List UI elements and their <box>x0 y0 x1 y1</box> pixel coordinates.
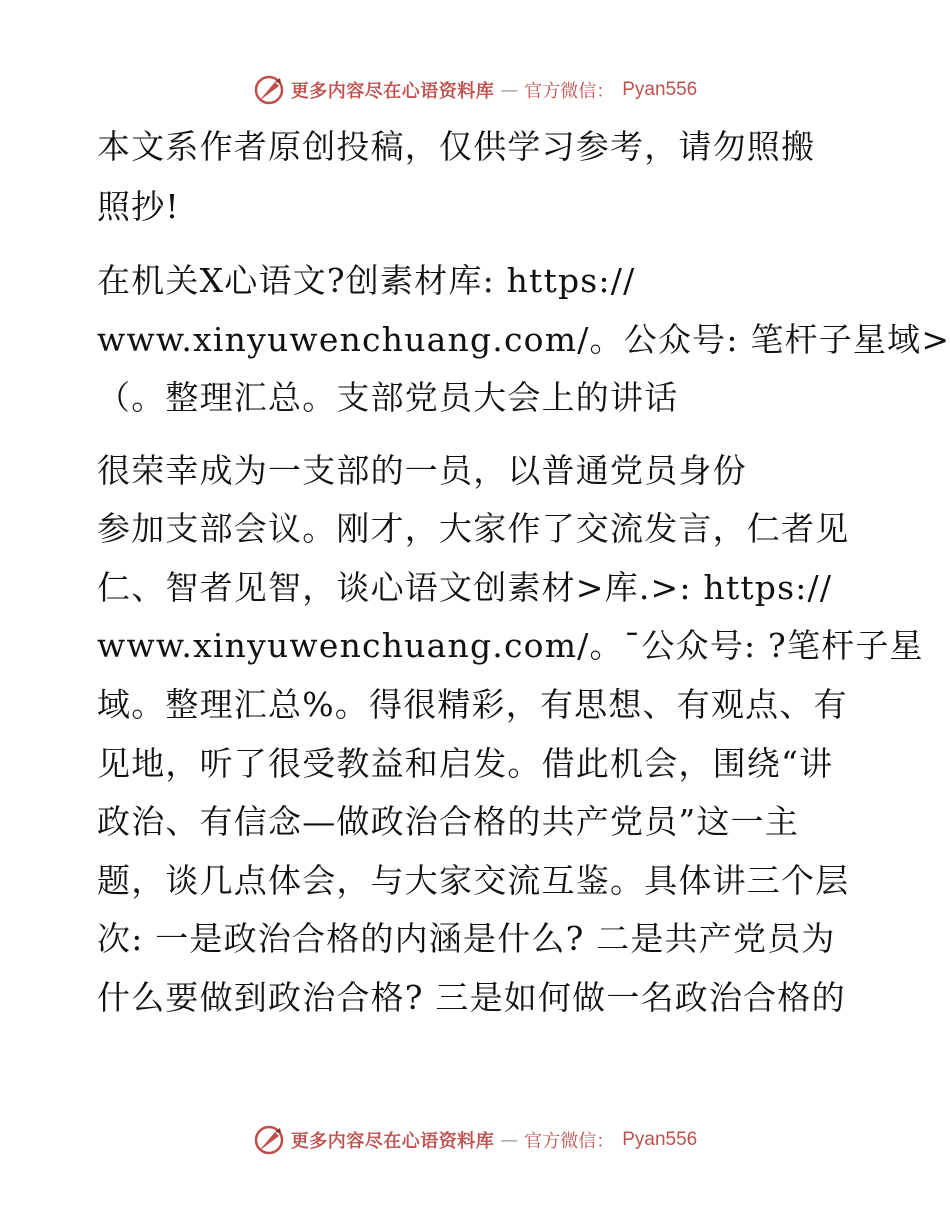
text-line-1: 本文系作者原创投稿，仅供学习参考，请勿照搬 <box>97 127 816 166</box>
text-line-4: www.xinyuwenchuang.com/。公众号: 笔杆子星域> <box>97 320 950 359</box>
banner-wechat-id: Pyan556 <box>622 1129 698 1150</box>
banner-wechat-id: Pyan556 <box>622 79 698 100</box>
text-line-3: 在机关X心语文?创素材库: https:// <box>97 261 636 300</box>
text-line-13: 题，谈几点体会，与大家交流互鉴。具体讲三个层 <box>97 861 850 900</box>
text-line-14: 次: 一是政治合格的内涵是什么? 二是共产党员为 <box>97 919 836 958</box>
text-line-9: www.xinyuwenchuang.com/。¯公众号: ?笔杆子星 <box>97 626 924 665</box>
banner-main-text: 更多内容尽在心语资料库 <box>290 1131 495 1152</box>
text-line-6: 很荣幸成为一支部的一员，以普通党员身份 <box>97 451 747 490</box>
banner-dash: — <box>500 1129 519 1151</box>
text-line-10: 域。整理汇总%。得很精彩，有思想、有观点、有 <box>97 685 848 724</box>
banner-dash: — <box>500 79 519 101</box>
header-banner <box>0 70 950 110</box>
banner-main-text: 更多内容尽在心语资料库 <box>290 81 495 102</box>
text-line-8: 仁、智者见智，谈心语文创素材>库.>: https:// <box>97 568 833 607</box>
quill-logo-icon <box>253 1124 285 1156</box>
quill-logo-icon <box>253 74 285 106</box>
text-line-7: 参加支部会议。刚才，大家作了交流发言，仁者见 <box>97 509 850 548</box>
banner-wechat-label: 官方微信： <box>524 81 615 102</box>
text-line-2: 照抄! <box>97 187 180 226</box>
text-line-12: 政治、有信念—做政治合格的共产党员”这一主 <box>97 802 800 841</box>
banner-wechat-label: 官方微信： <box>524 1131 615 1152</box>
text-line-5: （。整理汇总。支部党员大会上的讲话 <box>97 378 679 417</box>
text-line-15: 什么要做到政治合格? 三是如何做一名政治合格的 <box>97 978 846 1017</box>
footer-banner <box>0 1120 950 1160</box>
text-line-11: 见地，听了很受教益和启发。借此机会，围绕“讲 <box>97 744 834 783</box>
